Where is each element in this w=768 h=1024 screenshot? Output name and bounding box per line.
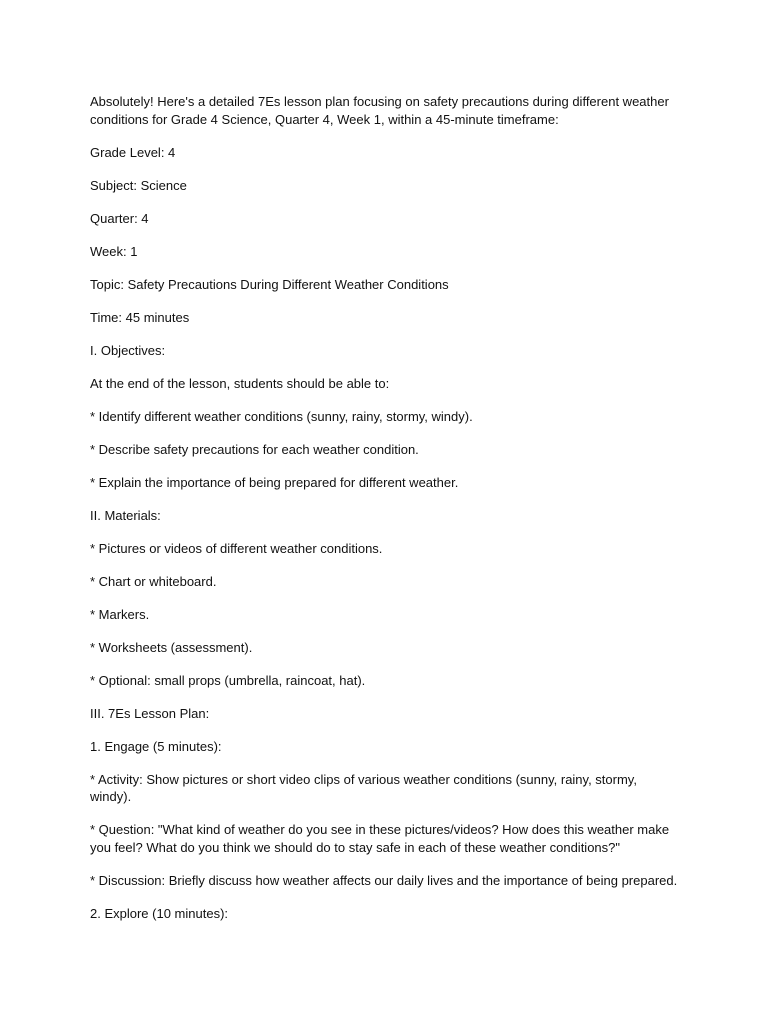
objective-item: * Identify different weather conditions (sunny, rainy, stormy, windy). [90,408,473,424]
lesson-plan-heading: III. 7Es Lesson Plan: [90,705,210,721]
material-item: * Pictures or videos of different weather conditions. [90,540,383,556]
material-item: * Optional: small props (umbrella, raincoat, hat). [90,672,366,688]
objectives-intro: At the end of the lesson, students should be able to: [90,375,390,391]
explore-heading: 2. Explore (10 minutes): [90,905,229,921]
topic-line: Topic: Safety Precautions During Different Weather Conditions [90,276,449,292]
objectives-heading: I. Objectives: [90,342,166,358]
subject-line: Subject: Science [90,177,187,193]
intro-paragraph: Absolutely! Here's a detailed 7Es lesson plan focusing on safety precautions during different weather conditions for Grade 4 Science, Quarter 4, Week 1, within a 45-minute timeframe: [90,94,669,127]
quarter-line: Quarter: 4 [90,210,149,226]
materials-heading: II. Materials: [90,507,161,523]
objective-item: * Explain the importance of being prepared for different weather. [90,474,459,490]
grade-level-line: Grade Level: 4 [90,144,176,160]
time-line: Time: 45 minutes [90,309,190,325]
engage-heading: 1. Engage (5 minutes): [90,738,222,754]
engage-item: * Activity: Show pictures or short video clips of various weather conditions (sunny, rainy, stormy, windy). [90,771,637,804]
objective-item: * Describe safety precautions for each weather condition. [90,441,419,457]
material-item: * Markers. [90,606,150,622]
engage-item: * Discussion: Briefly discuss how weather affects our daily lives and the importance of being prepared. [90,872,678,888]
material-item: * Worksheets (assessment). [90,639,253,655]
engage-item: * Question: "What kind of weather do you see in these pictures/videos? How does this weather make you feel? What do you think we should do to stay safe in each of these weather conditions?" [90,822,670,855]
material-item: * Chart or whiteboard. [90,573,217,589]
document-body [90,93,680,938]
week-line: Week: 1 [90,243,138,259]
